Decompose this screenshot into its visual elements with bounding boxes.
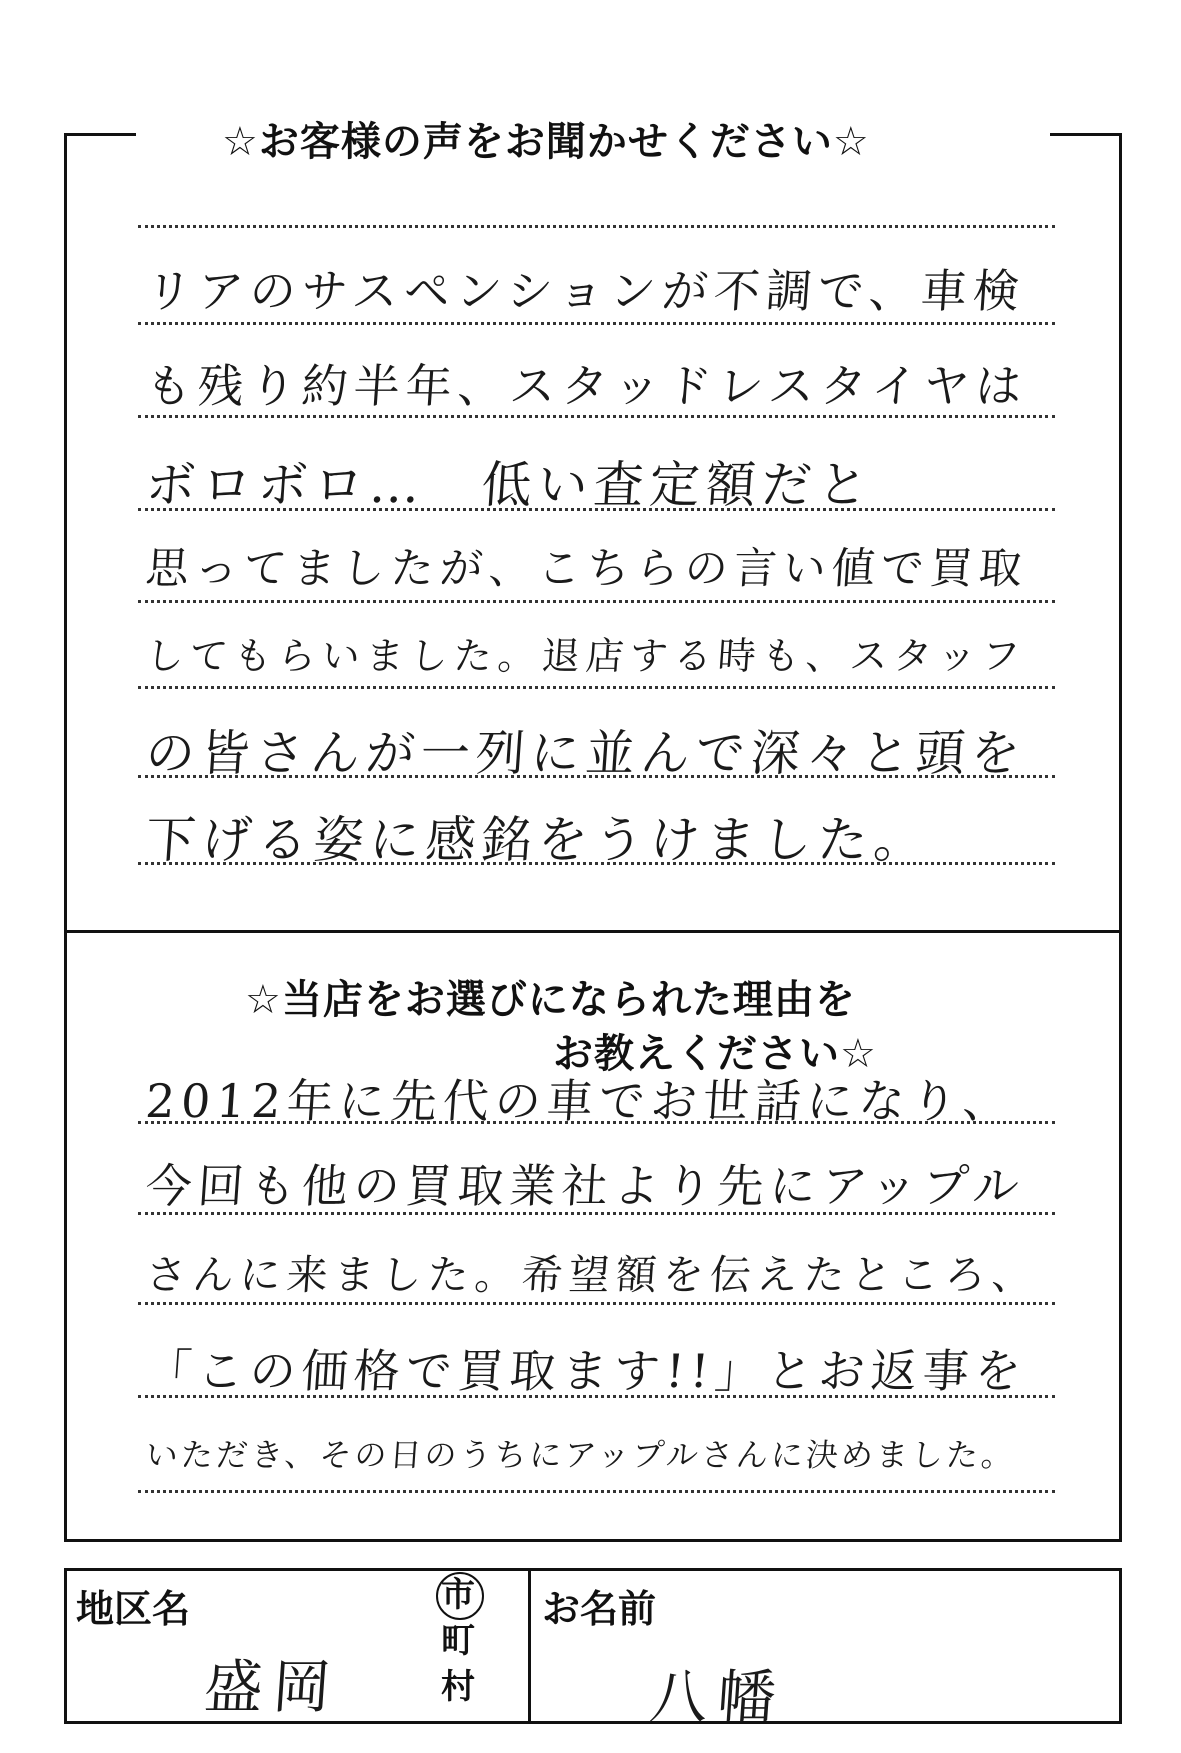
handwritten-line: してもらいました。退店する時も、スタッフ [144, 634, 1028, 678]
handwritten-line: 「この価格で買取ます!!」とお返事を [143, 1344, 1029, 1398]
name-label: お名前 [542, 1587, 657, 1631]
ruled-line [138, 600, 1055, 603]
handwritten-line: も残り約半年、スタッドレスタイヤは [143, 359, 1030, 413]
name-value: 八幡 [647, 1663, 789, 1731]
reason-title-line-2: お教えください☆ [553, 1031, 877, 1077]
handwritten-line: 下げる姿に感銘をうけました。 [143, 811, 932, 869]
village-option: 村 [441, 1667, 475, 1707]
ruled-line [138, 225, 1055, 228]
area-value: 盛岡 [202, 1653, 344, 1721]
frame-top-rule-right [1050, 133, 1122, 136]
handwritten-line: さんに来ました。希望額を伝えたところ、 [144, 1251, 1041, 1299]
ruled-line [138, 322, 1055, 325]
handwritten-line: いただき、その日のうちにアップルさんに決めました。 [144, 1436, 1018, 1474]
handwritten-line: リアのサスペンションが不調で、車検 [143, 264, 1027, 318]
ruled-line [138, 1302, 1055, 1305]
reason-title-line-1: ☆当店をお選びになられた理由を [245, 977, 856, 1023]
city-option: 市 [441, 1575, 475, 1615]
town-option: 町 [441, 1621, 475, 1661]
handwritten-line: 2012年に先代の車でお世話になり、 [143, 1074, 1017, 1128]
area-label: 地区名 [76, 1587, 191, 1631]
handwritten-line: ボロボロ… 低い査定額だと [143, 456, 876, 514]
frame-top-rule-left [64, 133, 136, 136]
handwritten-line: 今回も他の買取業社より先にアップル [143, 1159, 1027, 1213]
handwritten-line: の皆さんが一列に並んで深々と頭を [143, 725, 1028, 782]
customer-voice-title: ☆お客様の声をお聞かせください☆ [222, 119, 870, 165]
ruled-line [138, 1490, 1055, 1493]
handwritten-line: 思ってましたが、こちらの言い値で買取 [144, 544, 1030, 594]
column-divider [528, 1571, 531, 1721]
ruled-line [138, 686, 1055, 689]
